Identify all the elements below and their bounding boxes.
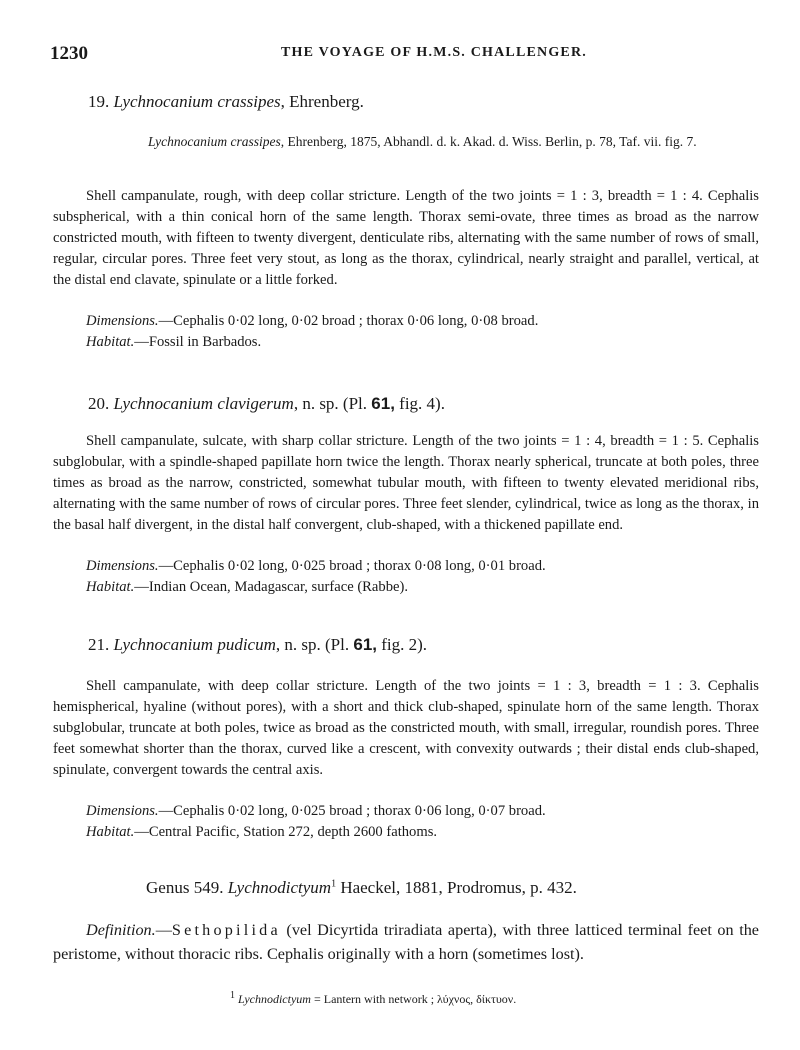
habitat-label: Habitat. [86, 579, 135, 595]
genus-heading [146, 878, 577, 898]
definition-text: (vel Dicyrtida triradiata aperta), with three latticed terminal feet on the peristome, without thoracic ribs. Cephalis originally with a horn (sometimes lost). [53, 921, 759, 963]
entry-number: 19. [88, 92, 110, 111]
species-name: Lychnocanium crassipes [113, 92, 281, 111]
family-name: Sethopilida [171, 921, 281, 939]
entry-20-title [88, 394, 445, 414]
footnote-marker: 1 [331, 878, 337, 890]
footnote-text: = Lantern with network ; λύχνος, δίκτυον. [310, 992, 517, 1006]
habitat-label: Habitat. [86, 824, 135, 840]
synonymy-name: Lychnocanium crassipes [148, 134, 281, 149]
entry-20-dimensions [86, 558, 546, 575]
page-header [50, 43, 758, 69]
entry-19-description: Shell campanulate, rough, with deep collar stricture. Length of the two joints = 1 : 3, breadth = 1 : 4. Cephalis subspherical, with a thin conical horn of the same length. Thorax semi-ovate, three times as broad as the narrow constricted mouth, with fifteen to twenty divergent, denticulate ribs, alternating with the same number of rows of small, regular, circular pores. Three feet very stout, as long as the thorax, cylindrical, nearly straight and parallel, vertical, at the distal end clavate, spinulate or a little forked. [53, 188, 759, 288]
habitat-text: —Central Pacific, Station 272, depth 2600 fathoms. [134, 824, 438, 840]
page-number: 1230 [50, 43, 88, 64]
dimensions-label: Dimensions. [86, 558, 159, 574]
entry-number: 21. [88, 635, 110, 654]
species-name: Lychnocanium clavigerum [113, 394, 294, 413]
species-authority: , n. sp. (Pl. [275, 635, 354, 654]
species-authority: , n. sp. (Pl. [293, 394, 372, 413]
figure-reference: fig. 2). [377, 635, 428, 654]
definition-dash: — [155, 921, 172, 939]
entry-number: 20. [88, 394, 110, 413]
dimensions-label: Dimensions. [86, 313, 159, 329]
plate-number: 61, [371, 394, 395, 413]
dimensions-text: —Cephalis 0·02 long, 0·025 broad ; thorax 0·06 long, 0·07 broad. [158, 803, 546, 819]
habitat-text: —Indian Ocean, Madagascar, surface (Rabbe). [134, 579, 408, 595]
synonymy-reference: , Ehrenberg, 1875, Abhandl. d. k. Akad. d. Wiss. Berlin, p. 78, Taf. vii. fig. 7. [280, 134, 697, 149]
footnote-number: 1 [230, 990, 235, 1001]
entry-19-habitat [86, 334, 261, 351]
entry-21-description: Shell campanulate, with deep collar stricture. Length of the two joints = 1 : 3, breadth = 1 : 3. Cephalis hemispherical, hyaline (without pores), with a short and thick club-shaped, spinulate horn of the same length. Thorax subglobular, truncate at both poles, twice as broad as the constricted mouth, with small, irregular, roundish pores. Three feet somewhat shorter than the thorax, curved like a crescent, with convexity outwards ; their distal ends club-shaped, spinulate, convergent towards the central axis. [53, 678, 759, 778]
entry-19-dimensions [86, 313, 538, 330]
entry-20-description: Shell campanulate, sulcate, with sharp collar stricture. Length of the two joints = 1 : 4, breadth = 1 : 5. Cephalis subglobular, with a spindle-shaped papillate horn twice the length. Thorax nearly spherical, truncate at both poles, three times as broad as the narrow, constricted, somewhat tubular mouth, with fifteen to twenty elevated meridional ribs, alternating with the same number of rows of circular pores. Three feet slender, cylindrical, twice as long as the thorax, in the basal half divergent, in the distal half convergent, club-shaped, with a thickened papillate end. [53, 433, 759, 533]
dimensions-text: —Cephalis 0·02 long, 0·025 broad ; thorax 0·08 long, 0·01 broad. [158, 558, 546, 574]
entry-19-title [88, 92, 364, 112]
habitat-label: Habitat. [86, 334, 135, 350]
footnote [230, 990, 516, 1007]
dimensions-label: Dimensions. [86, 803, 159, 819]
dimensions-text: —Cephalis 0·02 long, 0·02 broad ; thorax 0·06 long, 0·08 broad. [158, 313, 539, 329]
definition-label: Definition. [86, 921, 156, 939]
entry-21-dimensions [86, 803, 546, 820]
footnote-term: Lychnodictyum [238, 992, 311, 1006]
entry-21-habitat [86, 824, 437, 841]
plate-number: 61, [353, 635, 377, 654]
habitat-text: —Fossil in Barbados. [134, 334, 262, 350]
entry-19-synonymy [148, 131, 760, 152]
genus-authority: Haeckel, 1881, Prodromus, p. 432. [336, 878, 577, 897]
genus-name: Lychnodictyum [227, 878, 332, 897]
genus-definition [53, 918, 759, 966]
entry-20-habitat [86, 579, 408, 596]
species-authority: , Ehrenberg. [280, 92, 364, 111]
entry-21-title [88, 635, 427, 655]
genus-prefix: Genus 549. [146, 878, 228, 897]
species-name: Lychnocanium pudicum [113, 635, 276, 654]
figure-reference: fig. 4). [394, 394, 445, 413]
running-title: THE VOYAGE OF H.M.S. CHALLENGER. [281, 45, 587, 60]
